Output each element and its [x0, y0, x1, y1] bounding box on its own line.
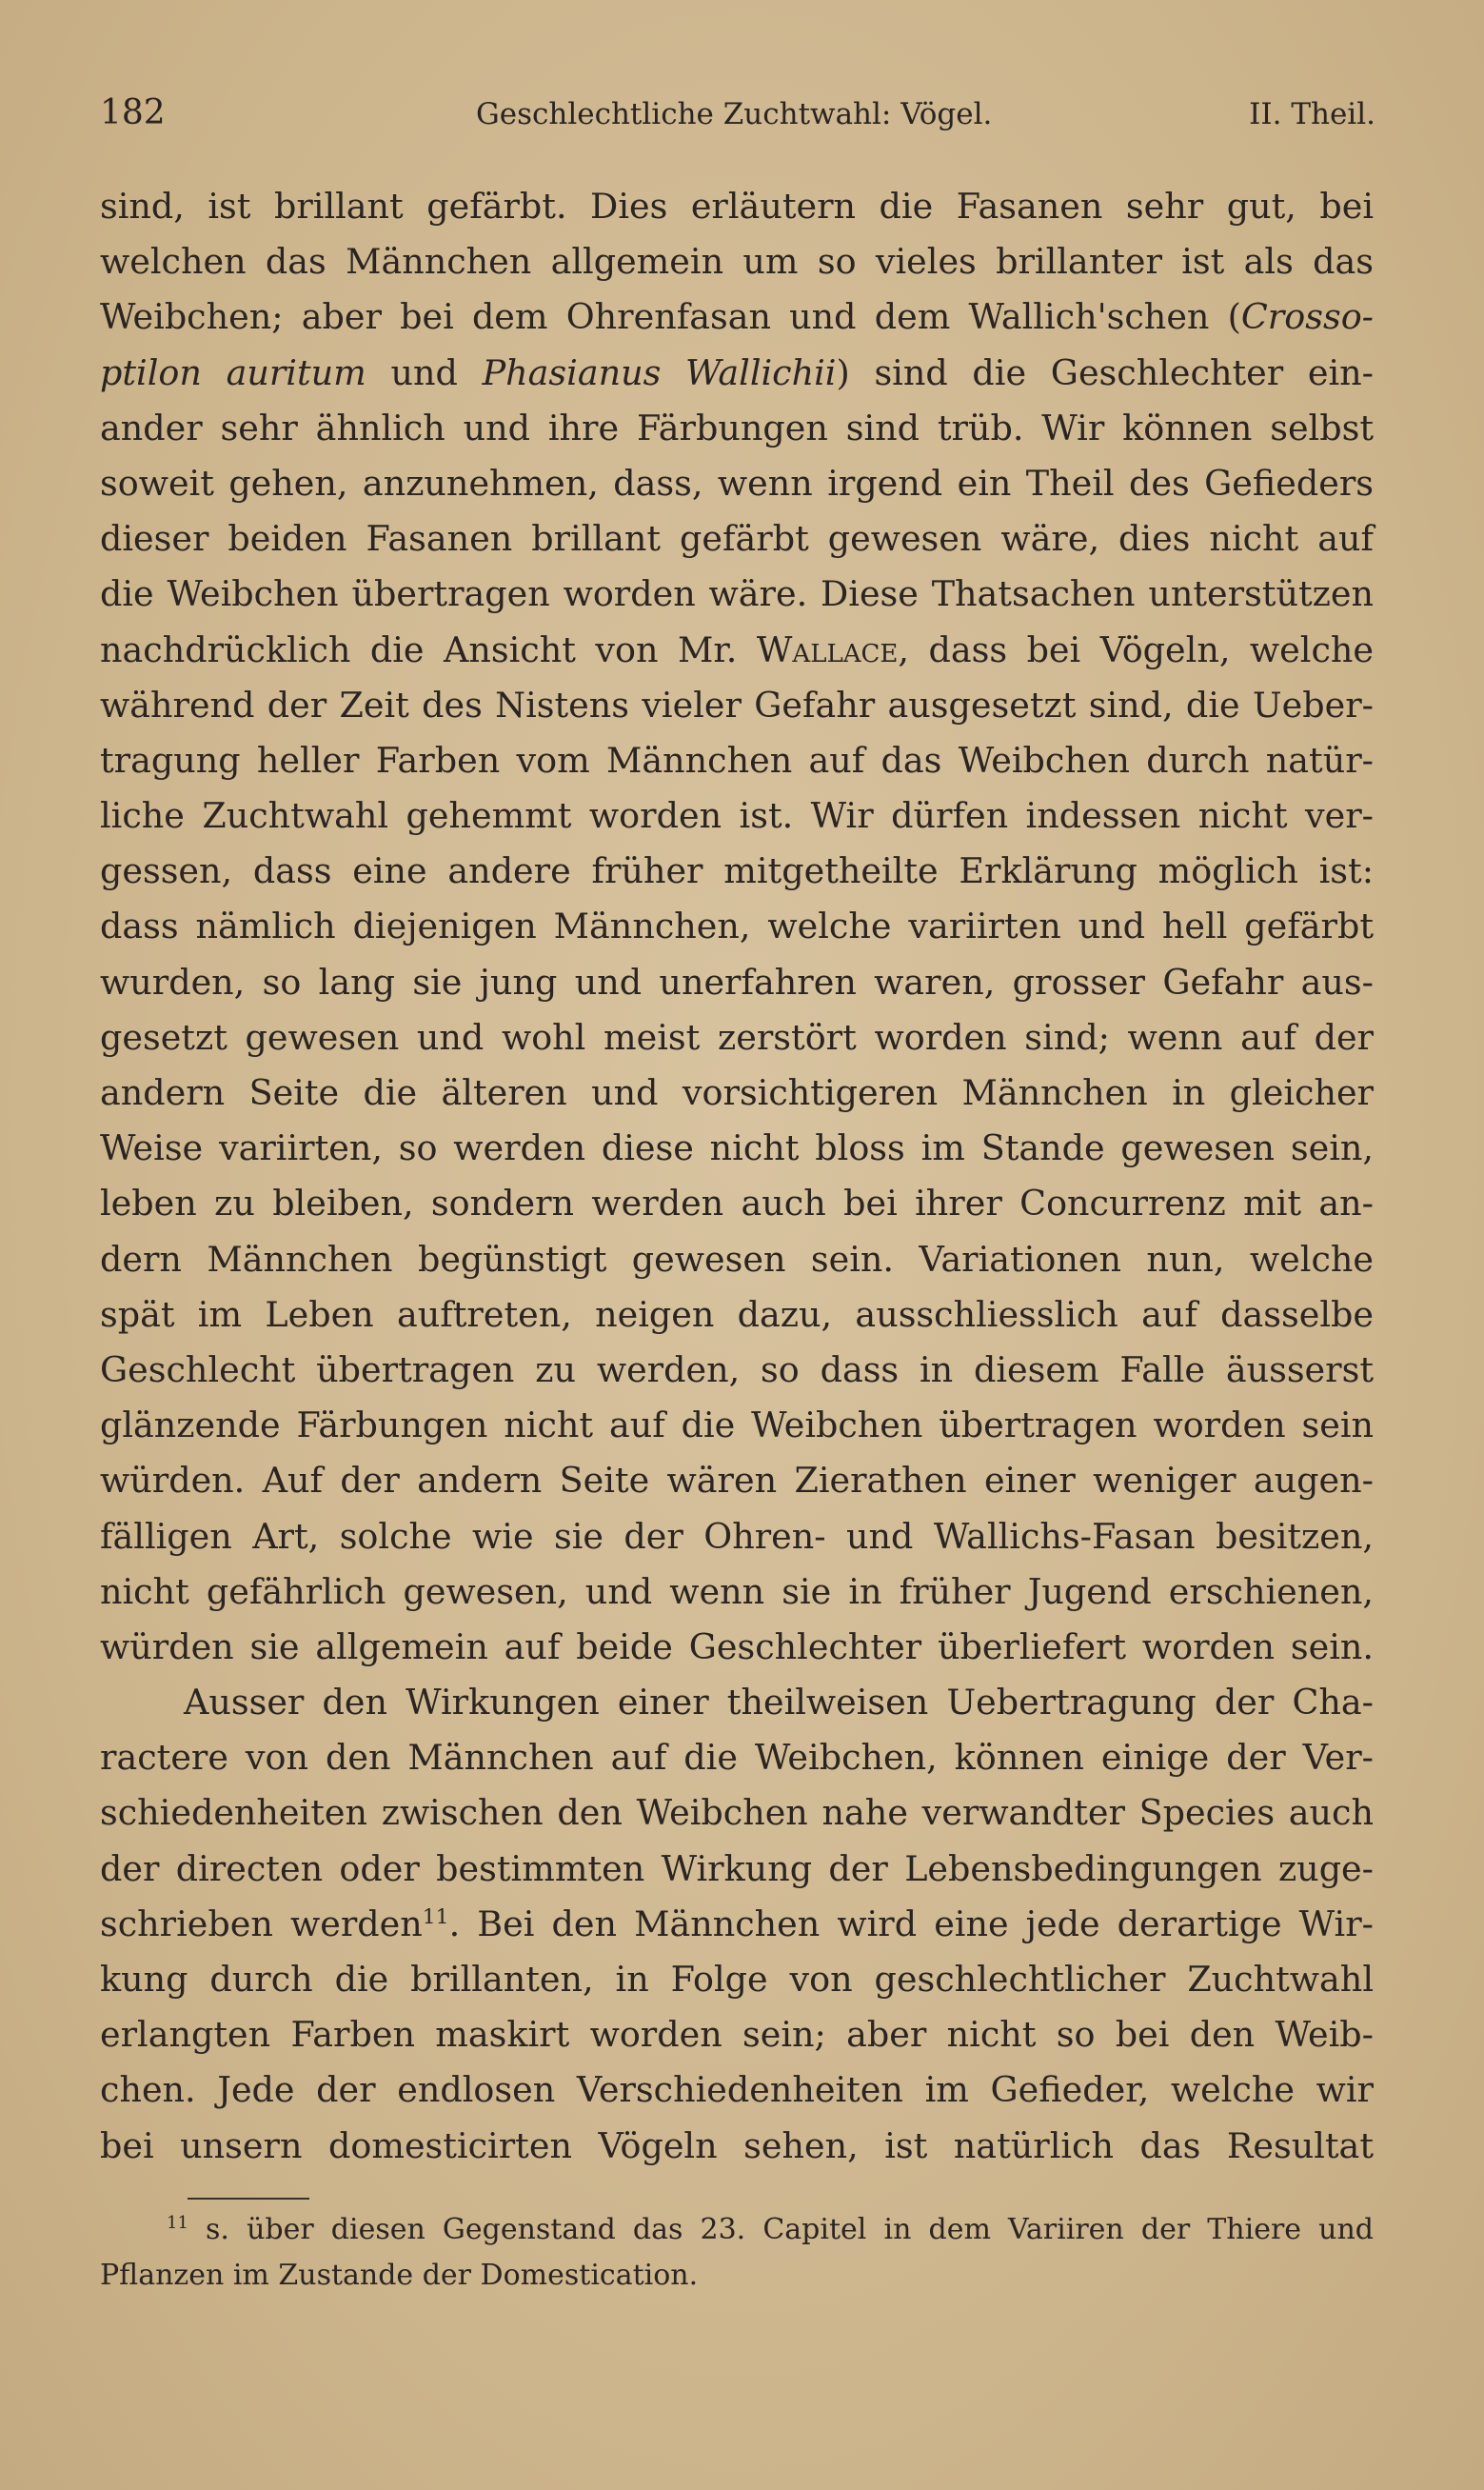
text-line: bei unsern domesticirten Vögeln sehen, ist natürlich das Resultat	[100, 2124, 1374, 2166]
text-line: leben zu bleiben, sondern werden auch bei ihrer Concurrenz mit an-	[100, 1183, 1374, 1225]
author-name: Wallace	[756, 628, 899, 670]
text-line: tragung heller Farben vom Männchen auf das Weibchen durch natür-	[100, 739, 1374, 781]
text-line: ractere von den Männchen auf die Weibchen, können einige der Ver-	[100, 1737, 1374, 1779]
text-line: schrieben werden$^{11}$. Bei den Männchen wird eine jede derartige Wir-	[100, 1902, 1375, 1944]
text-line: spät im Leben auftreten, neigen dazu, ausschliesslich auf dasselbe	[100, 1293, 1374, 1335]
text-line: ptilon auritum und Phasianus Wallichii) sind die Geschlechter ein-	[100, 351, 1375, 393]
text-line: dass nämlich diejenigen Männchen, welche variirten und hell gefärbt	[100, 906, 1374, 947]
part-label: II. Theil.	[1249, 97, 1375, 131]
footnote-line: $^{11}$ s. über diesen Gegenstand das 23. Capitel in dem Variiren der Thiere und	[167, 2213, 1375, 2246]
text-line: würden sie allgemein auf beide Geschlechter überliefert worden sein.	[100, 1625, 1374, 1667]
text-line: sind, ist brillant gefärbt. Dies erläutern die Fasanen sehr gut, bei	[100, 186, 1374, 227]
text-line: wurden, so lang sie jung und unerfahren waren, grosser Gefahr aus-	[100, 961, 1374, 1003]
text-line: erlangten Farben maskirt worden sein; aber nicht so bei den Weib-	[100, 2014, 1374, 2056]
text-line: fälligen Art, solche wie sie der Ohren- und Wallichs-Fasan besitzen,	[100, 1515, 1374, 1557]
page-number: 182	[100, 93, 166, 132]
text-line: nachdrücklich die Ansicht von Mr. Wallace, dass bei Vögeln, welche	[100, 628, 1374, 670]
footnote-number: 11	[167, 2213, 188, 2234]
text-line: während der Zeit des Nistens vieler Gefahr ausgesetzt sind, die Ueber-	[100, 684, 1374, 726]
running-title: Geschlechtliche Zuchtwahl: Vögel.	[476, 97, 993, 131]
text-line: Ausser den Wirkungen einer theilweisen Uebertragung der Cha-	[184, 1682, 1374, 1723]
text-line: Weibchen; aber bei dem Ohrenfasan und dem Wallich'schen (Crosso-	[100, 296, 1374, 338]
text-line: nicht gefährlich gewesen, und wenn sie in früher Jugend erschienen,	[100, 1570, 1374, 1612]
footnote-divider	[188, 2198, 309, 2200]
text-line: die Weibchen übertragen worden wäre. Diese Thatsachen unterstützen	[100, 573, 1374, 615]
footnote-marker: 11	[422, 1904, 449, 1929]
italic-word: Crosso-	[1240, 296, 1374, 338]
text-line: würden. Auf der andern Seite wären Zierathen einer weniger augen-	[100, 1460, 1374, 1502]
text-line: chen. Jede der endlosen Verschiedenheiten im Gefieder, welche wir	[100, 2069, 1374, 2111]
footnote-line: Pflanzen im Zustande der Domestication.	[100, 2259, 699, 2292]
text-line: dern Männchen begünstigt gewesen sein. Variationen nun, welche	[100, 1238, 1374, 1280]
text-line: welchen das Männchen allgemein um so vieles brillanter ist als das	[100, 241, 1374, 283]
body-text	[100, 179, 1374, 2174]
text-line: Geschlecht übertragen zu werden, so dass in diesem Falle äusserst	[100, 1348, 1374, 1390]
running-header	[100, 93, 1375, 147]
text-line: dieser beiden Fasanen brillant gefärbt gewesen wäre, dies nicht auf	[100, 518, 1374, 560]
footnotes	[100, 2207, 1374, 2299]
text-line: gessen, dass eine andere früher mitgetheilte Erklärung möglich ist:	[100, 850, 1374, 892]
text-line: glänzende Färbungen nicht auf die Weibchen übertragen worden sein	[100, 1404, 1374, 1446]
text-line: kung durch die brillanten, in Folge von geschlechtlicher Zuchtwahl	[100, 1959, 1374, 2000]
text-line: liche Zuchtwahl gehemmt worden ist. Wir dürfen indessen nicht ver-	[100, 795, 1374, 837]
text-line: schiedenheiten zwischen den Weibchen nahe verwandter Species auch	[100, 1792, 1374, 1834]
text-line: soweit gehen, anzunehmen, dass, wenn irgend ein Theil des Gefieders	[100, 462, 1374, 504]
text-line: Weise variirten, so werden diese nicht bloss im Stande gewesen sein,	[100, 1127, 1374, 1169]
text-line: andern Seite die älteren und vorsichtigeren Männchen in gleicher	[100, 1072, 1374, 1113]
text-line: ander sehr ähnlich und ihre Färbungen sind trüb. Wir können selbst	[100, 407, 1374, 448]
text-line: gesetzt gewesen und wohl meist zerstört worden sind; wenn auf der	[100, 1016, 1374, 1058]
text-line: der directen oder bestimmten Wirkung der Lebensbedingungen zuge-	[100, 1847, 1374, 1889]
